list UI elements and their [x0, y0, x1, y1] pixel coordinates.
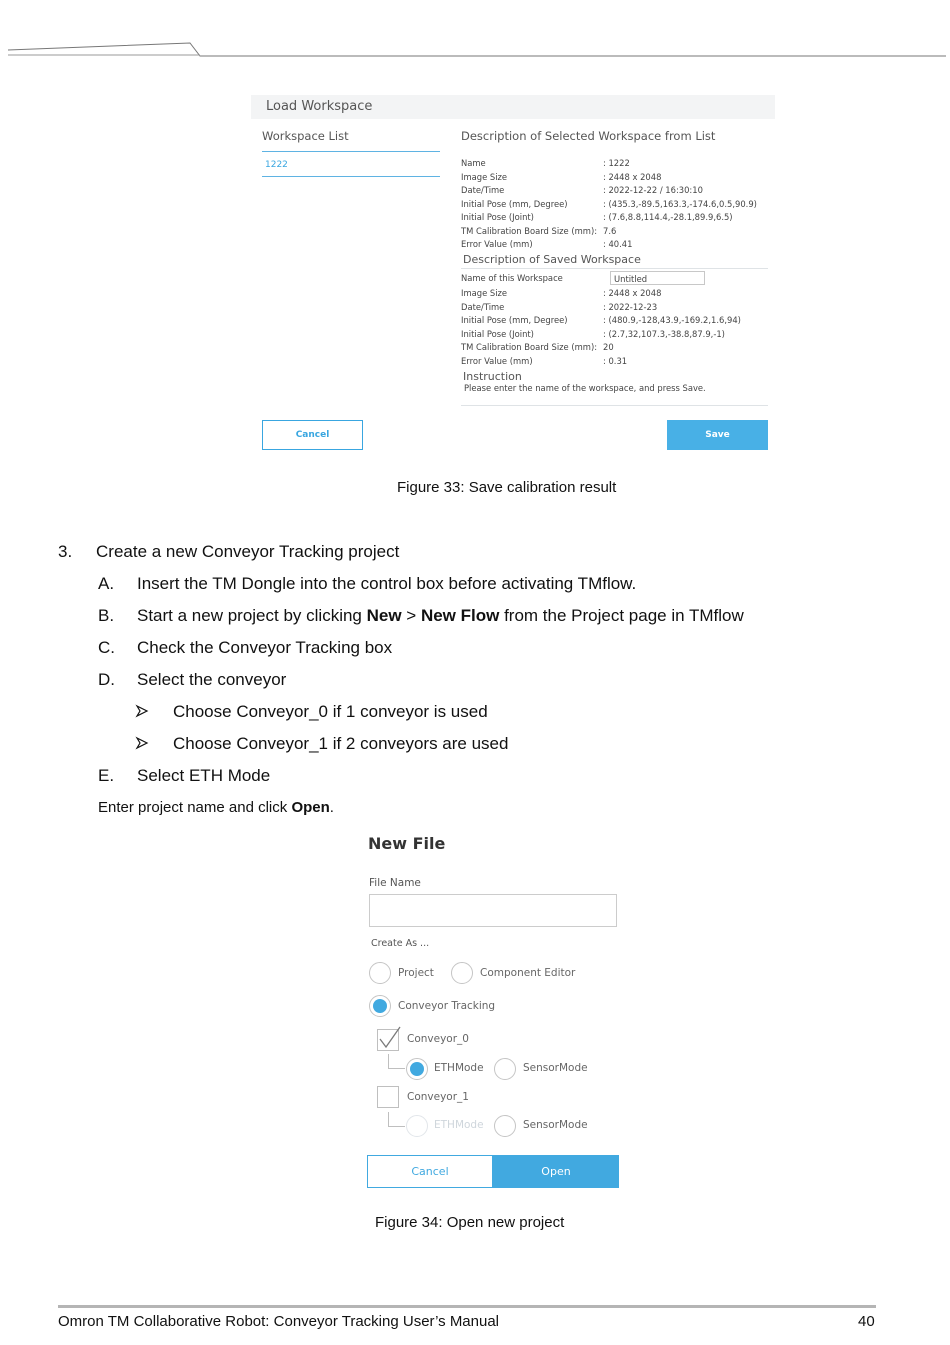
- conveyor-0-sensormode-radio[interactable]: [494, 1058, 516, 1080]
- description-value: 20: [603, 342, 614, 352]
- workspace-name-input[interactable]: Untitled: [610, 271, 705, 285]
- footer-rule: [58, 1305, 876, 1308]
- description-key: Image Size: [461, 288, 508, 298]
- page-number: 40: [858, 1313, 875, 1330]
- new-file-dialog: [366, 828, 622, 1193]
- description-key: Initial Pose (mm, Degree): [461, 198, 568, 209]
- header-rule: [0, 38, 950, 62]
- description-row: [461, 287, 661, 301]
- description-value: : 2022-12-23: [603, 301, 658, 312]
- bullet-conveyor-1: Choose Conveyor_1 if 2 conveyors are used: [173, 734, 509, 753]
- step-3-text: Create a new Conveyor Tracking project: [96, 542, 400, 561]
- conveyor-1-label: Conveyor_1: [407, 1091, 469, 1103]
- cancel-button[interactable]: Cancel: [367, 1155, 493, 1188]
- conveyor-tracking-radio[interactable]: [369, 995, 391, 1017]
- instruction-header: Instruction: [463, 370, 522, 383]
- file-name-input[interactable]: [369, 894, 617, 927]
- workspace-list-item[interactable]: 1222: [262, 151, 440, 177]
- description-row: [461, 301, 657, 315]
- conveyor-1-sensormode-radio[interactable]: [494, 1115, 516, 1137]
- conveyor-1-sensormode-label: SensorMode: [523, 1119, 588, 1131]
- step-c-text: Check the Conveyor Tracking box: [137, 638, 393, 657]
- project-label: Project: [398, 967, 434, 979]
- conveyor-tracking-label: Conveyor Tracking: [398, 1000, 496, 1012]
- saved-description-header: Description of Saved Workspace: [463, 253, 641, 266]
- workspace-list-header: Workspace List: [262, 129, 349, 143]
- instruction-text: Please enter the name of the workspace, and press Save.: [464, 383, 706, 393]
- step-d-marker: D.: [98, 670, 115, 689]
- description-row: [461, 225, 616, 239]
- step-a-text: Insert the TM Dongle into the control box before activating TMflow.: [137, 574, 637, 593]
- description-value: : 2448 x 2048: [603, 288, 662, 298]
- saved-name-label: Name of this Workspace: [461, 273, 563, 283]
- description-row: [461, 355, 627, 369]
- conveyor-1-ethmode-radio[interactable]: [406, 1115, 428, 1137]
- description-value: : 0.31: [603, 355, 628, 366]
- load-workspace-dialog: [251, 95, 775, 460]
- component-editor-radio[interactable]: [451, 962, 473, 984]
- description-value: : 40.41: [603, 239, 633, 249]
- description-key: Error Value (mm): [461, 355, 533, 366]
- description-value: : (7.6,8.8,114.4,-28.1,89.9,6.5): [603, 212, 733, 222]
- step-e-marker: E.: [98, 766, 115, 785]
- description-key: Image Size: [461, 171, 508, 182]
- description-key: Name: [461, 158, 486, 168]
- arrow-bullet-icon: [135, 704, 149, 718]
- step-e-text: Select ETH Mode: [137, 766, 271, 785]
- description-key: TM Calibration Board Size (mm):: [461, 225, 598, 236]
- save-button[interactable]: Save: [667, 420, 768, 450]
- description-value: : 1222: [603, 158, 630, 168]
- dialog-title: New File: [368, 834, 446, 853]
- figure-34-caption: Figure 34: Open new project: [375, 1214, 565, 1231]
- description-key: Initial Pose (Joint): [461, 212, 534, 222]
- description-key: Initial Pose (Joint): [461, 328, 534, 339]
- bullet-conveyor-0: Choose Conveyor_0 if 1 conveyor is used: [173, 702, 488, 721]
- create-as-label: Create As ...: [371, 938, 430, 949]
- enter-project-instruction: Enter project name and click Open.: [98, 799, 334, 816]
- checkmark-icon: [377, 1025, 403, 1051]
- cancel-button[interactable]: Cancel: [262, 420, 363, 450]
- description-value: : 2448 x 2048: [603, 171, 662, 182]
- description-key: Initial Pose (mm, Degree): [461, 315, 568, 325]
- selected-description-header: Description of Selected Workspace from List: [461, 129, 716, 143]
- description-row: [461, 211, 733, 225]
- description-key: Error Value (mm): [461, 239, 533, 249]
- dialog-title: Load Workspace: [251, 95, 775, 119]
- description-row: [461, 198, 757, 212]
- figure-33-caption: Figure 33: Save calibration result: [397, 479, 617, 496]
- description-row: [461, 157, 630, 171]
- description-value: : (2.7,32,107.3,-38.8,87.9,-1): [603, 328, 725, 339]
- description-key: Date/Time: [461, 185, 505, 195]
- description-value: : 2022-12-22 / 16:30:10: [603, 185, 703, 195]
- description-row: [461, 328, 725, 342]
- description-key: Date/Time: [461, 301, 505, 312]
- description-row: [461, 171, 661, 185]
- step-c-marker: C.: [98, 638, 115, 657]
- project-radio[interactable]: [369, 962, 391, 984]
- component-editor-label: Component Editor: [480, 967, 576, 979]
- arrow-bullet-icon: [135, 736, 149, 750]
- conveyor-1-ethmode-label: ETHMode: [434, 1119, 484, 1131]
- description-row: [461, 238, 632, 252]
- step-b-text: Start a new project by clicking New > New Flow from the Project page in TMflow: [137, 606, 744, 625]
- conveyor-0-ethmode-label: ETHMode: [434, 1062, 484, 1074]
- description-value: : (480.9,-128,43.9,-169.2,1.6,94): [603, 315, 741, 325]
- step-a-marker: A.: [98, 574, 115, 593]
- footer-title: Omron TM Collaborative Robot: Conveyor Tracking User’s Manual: [58, 1313, 500, 1330]
- description-value: : (435.3,-89.5,163.3,-174.6,0.5,90.9): [603, 198, 757, 209]
- conveyor-1-checkbox[interactable]: [377, 1086, 399, 1108]
- conveyor-0-ethmode-radio[interactable]: [406, 1058, 428, 1080]
- step-b-marker: B.: [98, 606, 115, 625]
- description-key: TM Calibration Board Size (mm):: [461, 342, 598, 352]
- step-d-text: Select the conveyor: [137, 670, 287, 689]
- open-button[interactable]: Open: [493, 1155, 619, 1188]
- step-3-number: 3.: [58, 542, 73, 561]
- conveyor-0-label: Conveyor_0: [407, 1033, 469, 1045]
- description-row: [461, 341, 614, 355]
- conveyor-0-sensormode-label: SensorMode: [523, 1062, 588, 1074]
- description-row: [461, 184, 703, 198]
- description-row: [461, 314, 741, 328]
- description-value: 7.6: [603, 225, 617, 236]
- file-name-label: File Name: [369, 877, 421, 889]
